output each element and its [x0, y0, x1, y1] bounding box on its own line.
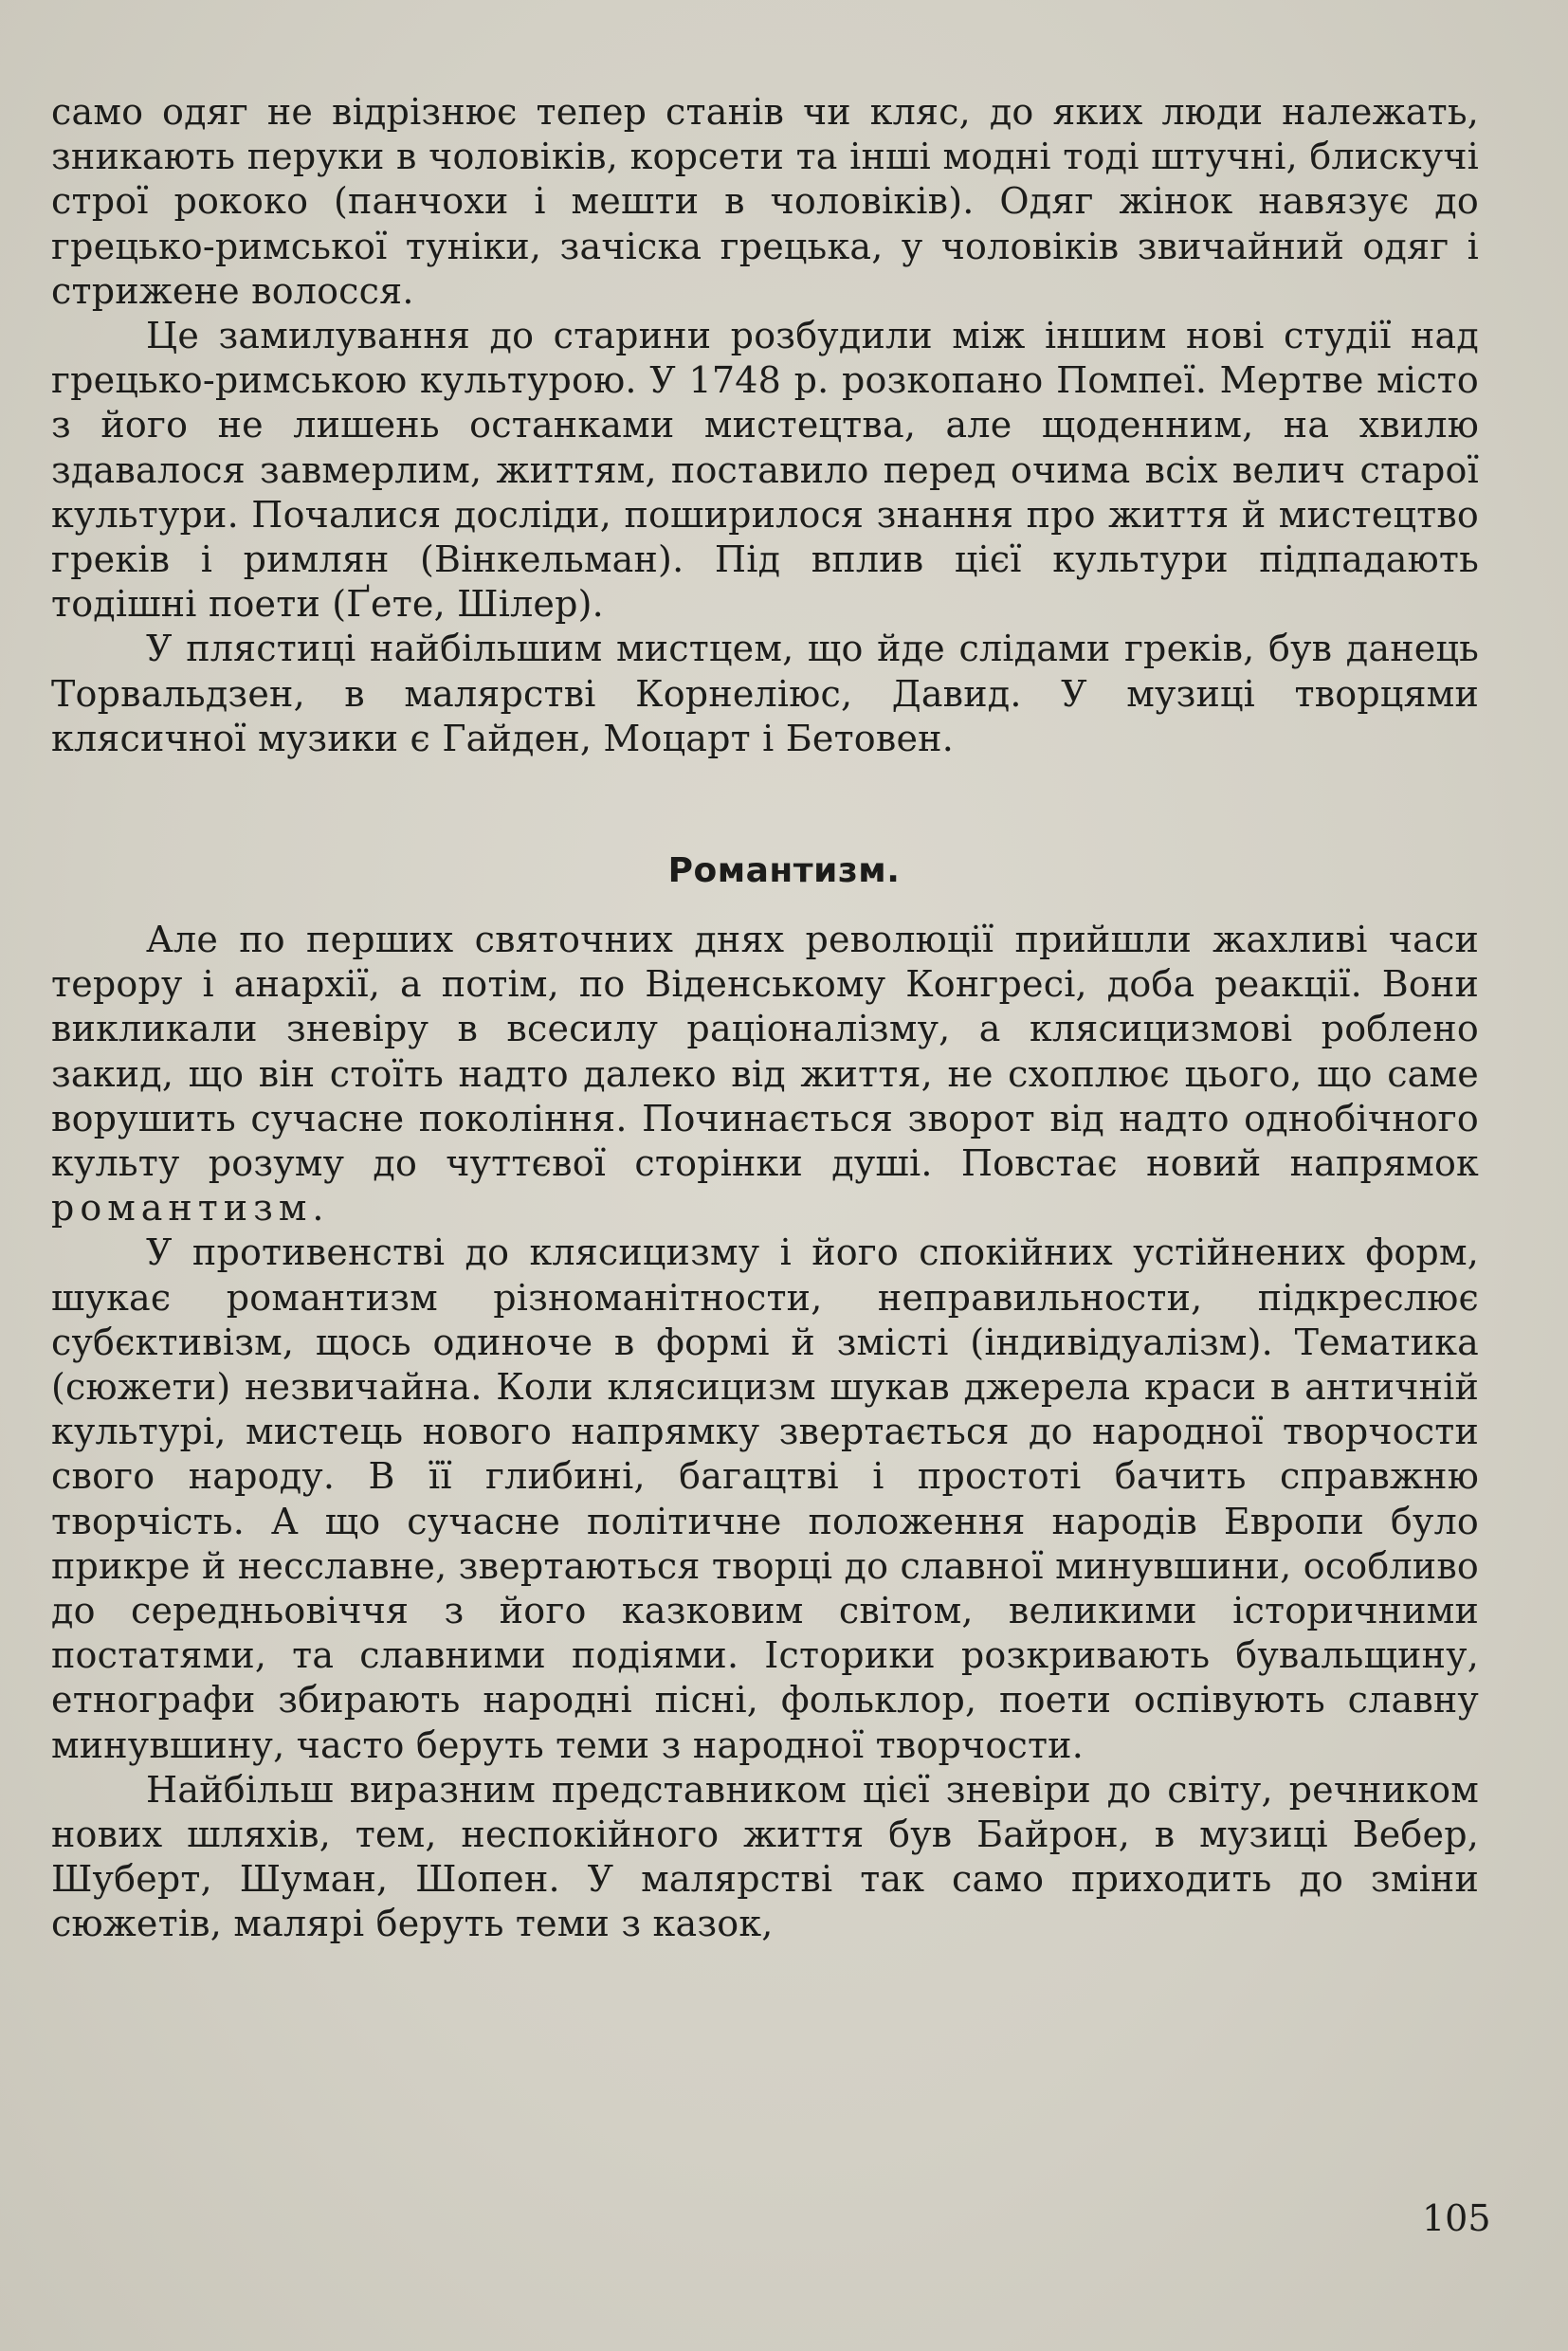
paragraph: У плястиці найбільшим мистцем, що йде слідами греків, був данець Торвальдзен, в малярстві Корнеліюс, Давид. У музиці творцями клясичної музики є Гайден, Моцарт і Бетовен. [51, 628, 1479, 759]
page-number: 105 [1422, 2197, 1491, 2239]
text-section-top [51, 90, 1479, 761]
paragraph-text: Але по перших святочних днях революції прийшли жахливі часи терору і анархії, а потім, по Віденському Конгресі, доба реакції. Вони викликали зневіру в всесилу раціоналізму, а клясицизмові роблено закид, що він стоїть надто далеко від життя, не схоплює цього, що саме ворушить сучасне покоління. Починається зворот від надто однобічного культу розуму до чуттєвої сторінки душі. Повстає новий напрямок [51, 919, 1479, 1185]
paragraph [51, 918, 1479, 1230]
paragraph: Це замилування до старини розбудили між іншим нові студії над грецько-римською культурою. У 1748 р. розкопано Помпеї. Мертве місто з його не лишень останками мистецтва, але щоденним, на хвилю здавалося завмерлим, життям, поставило перед очима всіх велич старої культури. Почалися досліди, поширилося знання про життя й мистецтво греків і римлян (Вінкельман). Під вплив цієї культури підпадають тодішні поети (Ґете, Шілер). [51, 315, 1479, 626]
paragraph: Найбільш виразним представником цієї зневіри до світу, речником нових шляхів, тем, неспокійного життя був Байрон, в музиці Вебер, Шуберт, Шуман, Шопен. У малярстві так само приходить до зміни сюжетів, малярі беруть теми з казок, [51, 1768, 1479, 1945]
section-heading: Романтизм. [667, 851, 901, 890]
spaced-term: романтизм. [51, 1187, 330, 1230]
text-section-bottom [51, 918, 1479, 1947]
paragraph: само одяг не відрізнює тепер станів чи кляс, до яких люди належать, зникають перуки в чоловіків, корсети та інші модні тоді штучні, блискучі строї рококо (панчохи і мешти в чоловіків). Одяг жінок навязує до грецько-римської туніки, зачіска грецька, у чоловіків звичайний одяг і стрижене волосся. [51, 91, 1479, 312]
paragraph: У противенстві до клясицизму і його спокійних устійнених форм, шукає романтизм різноманітности, неправильности, підкреслює субєктивізм, щось одиноче в формі й змісті (індивідуалізм). Тематика (сюжети) незвичайна. Коли клясицизм шукав джерела краси в античній культурі, мистець нового напрямку звертається до народної творчости свого народу. В її глибині, багацтві і простоті бачить справжню творчість. А що сучасне політичне положення народів Европи було прикре й несславне, звертаються творці до славної минувшини, особливо до середньовіччя з його казковим світом, великими історичними постатями, та славними подіями. Історики розкривають бувальщину, етнографи збирають народні пісні, фольклор, поети оспівують славну минувшину, часто беруть теми з народної творчости. [51, 1231, 1479, 1766]
